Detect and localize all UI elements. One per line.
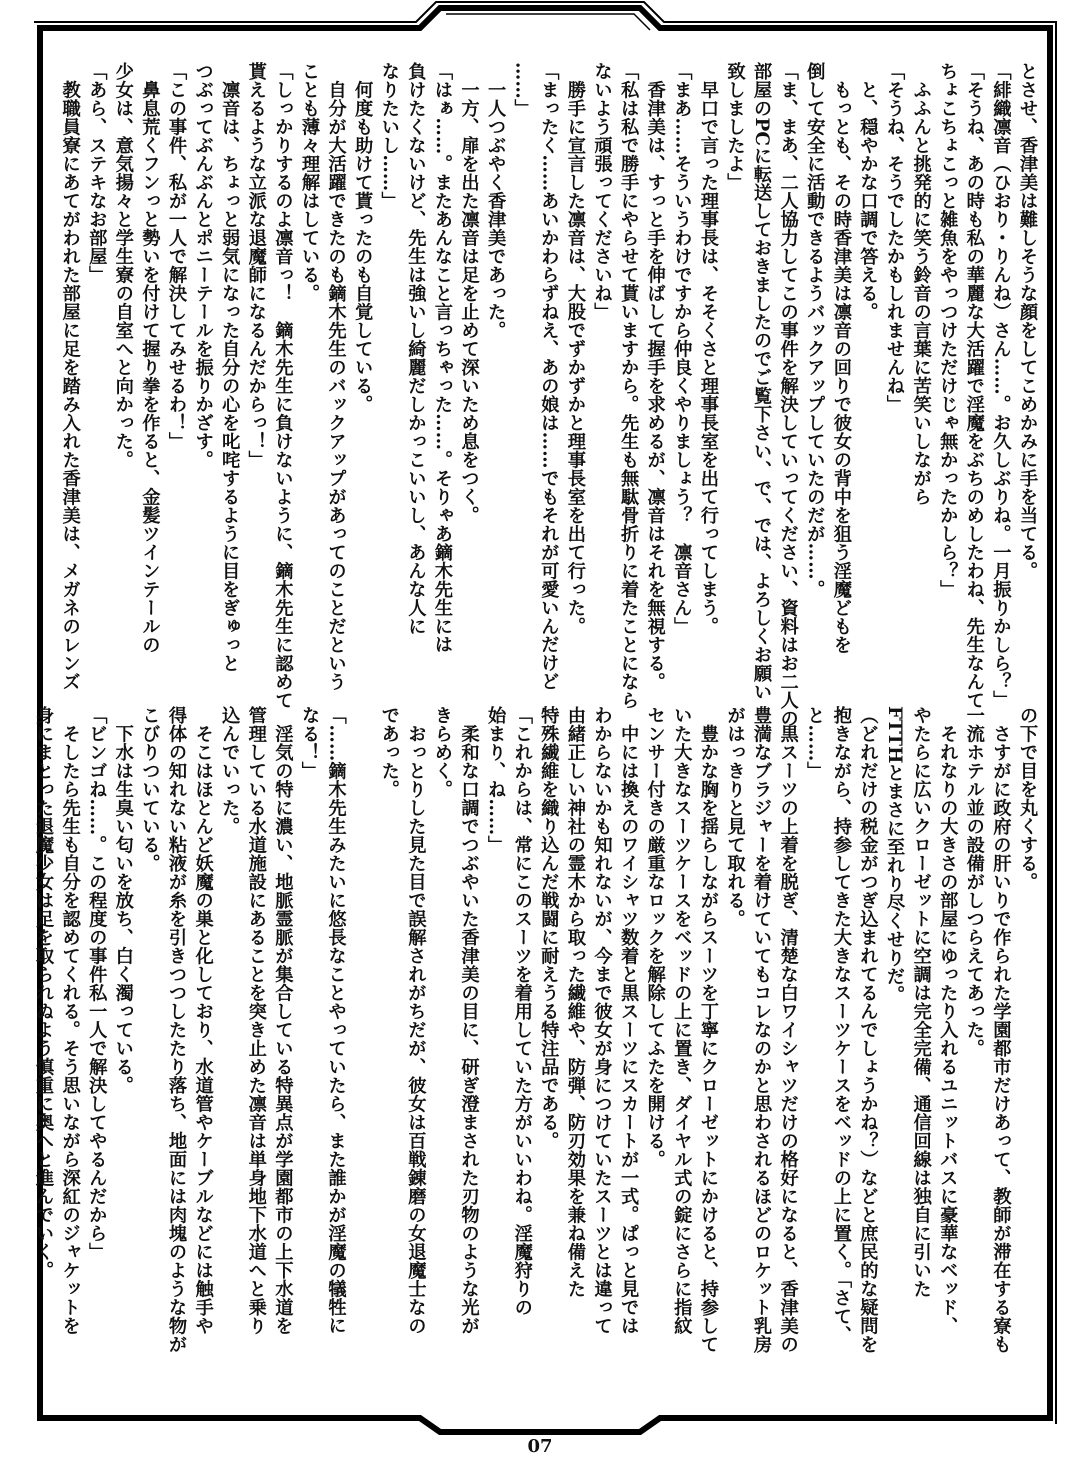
- text-line: 中には換えのワイシャツ数着と黒スーツにスカートが一式。ぱっと見では: [618, 706, 640, 1335]
- text-line: おっとりした見た目で誤解されがちだが、彼女は百戦錬磨の女退魔士なの: [405, 706, 427, 1335]
- text-line: （どれだけの税金がつぎ込まれてるんでしょうかね？）などと庶民的な疑問を: [857, 706, 879, 1354]
- text-line: 込んでいった。: [219, 706, 241, 836]
- text-line: の下で目を丸くする。: [1017, 706, 1038, 891]
- text-line: 「そうね、あの時も私の華麗な大活躍で淫魔をぶちのめしたわね、先生なんて: [963, 62, 985, 710]
- text-line: 「……鏑木先生みたいに悠長なことやっていたら、また誰かが淫魔の犠牲に: [325, 706, 347, 1335]
- text-line: 淫気の特に濃い、地脈霊脈が集合している特異点が学園都市の上下水道を: [272, 706, 294, 1335]
- text-line: それなりの大きさの部屋にゆったり入れるユニットバスに豪華なベッド、: [937, 706, 959, 1335]
- text-line: ちょこちょこっと雑魚をやっつけただけじゃ無かったかしら？」: [937, 62, 959, 599]
- text-line: 特殊繊維を織り込んだ戦闘に耐えうる特注品である。: [538, 706, 560, 1150]
- text-line: 自分が大活躍できたのも鏑木先生のバックアップがあってのことだという: [325, 62, 347, 691]
- text-line: もっとも、その時香津美は凛音の回りで彼女の背中を狙う淫魔どもを: [830, 62, 852, 654]
- text-line: 「ビンゴね……。この程度の事件私一人で解決してやるんだから」: [86, 706, 108, 1261]
- text-line: FTTHとまさに至れり尽くせりだ。: [884, 706, 906, 1004]
- text-line: 一方、扉を出た凛音は足を止めて深いため息をつく。: [458, 62, 480, 525]
- text-line: 「ま、まあ、二人協力してこの事件を解決していってください、資料はお二人の: [777, 62, 799, 728]
- text-line: ふふんと挑発的に笑う鈴音の言葉に苦笑いしながら: [910, 62, 932, 506]
- text-line: ないよう頑張ってくださいね」: [591, 62, 613, 321]
- text-line: わからないかも知れないが、今まで彼女が身につけていたスーツとは違って: [591, 706, 613, 1335]
- text-line: ことも薄々理解はしている。: [298, 62, 320, 303]
- text-line: と……」: [804, 706, 826, 780]
- text-line: 部屋のPCに転送しておきましたのでご覧下さい、で、では、よろしくお願い: [751, 62, 773, 701]
- text-line: 早口で言った理事長は、そそくさと理事長室を出て行ってしまう。: [697, 62, 719, 636]
- text-line: 黒スーツの上着を脱ぎ、清楚な白ワイシャツだけの格好になると、香津美の: [777, 706, 799, 1354]
- text-line: 柔和な口調でつぶやいた香津美の目に、研ぎ澄まされた刃物のような光が: [458, 706, 480, 1335]
- text-line: がはっきりと見て取れる。: [724, 706, 746, 928]
- text-line: 一流ホテル並の設備がしつらえてあった。: [963, 706, 985, 1058]
- text-line: と、穏やかな口調で答える。: [857, 62, 879, 321]
- text-line: 下水は生臭い匂いを放ち、白く濁っている。: [112, 706, 134, 1095]
- text-line: 鼻息荒くフンっと勢いを付けて握り拳を作ると、金髪ツインテールの: [139, 62, 161, 654]
- text-line: さすがに政府の肝いりで作られた学園都市だけあって、教師が滞在する寮も: [990, 706, 1012, 1354]
- text-line: 「この事件、私が一人で解決してみせるわ！」: [166, 62, 187, 451]
- text-line: 由緒正しい神社の霊木から取った繊維や、防弾、防刃効果を兼ね備えた: [564, 706, 586, 1298]
- text-line: 「これからは、常にこのスーツを着用していた方がいいわね。淫魔狩りの: [511, 706, 533, 1317]
- text-line: 「しっかりするのよ凛音っ！ 鏑木先生に負けないように、鏑木先生に認めて: [272, 62, 294, 710]
- text-line: 豊満なブラジャーを着けていてもコレなのかと思わされるほどのロケット乳房: [751, 706, 773, 1354]
- text-line: 倒して安全に活動できるようバックアップしていたのだが……。: [804, 62, 826, 599]
- bottom-text-block: [29, 706, 1040, 1406]
- text-line: 一人つぶやく香津美であった。: [485, 62, 507, 340]
- text-line: やたらに広いクローゼットに空調は完全完備、通信回線は独自に引いた: [910, 706, 932, 1298]
- text-line: つぶってぶんぶんとポニーテールを振りかざす。: [192, 62, 214, 469]
- text-line: 身にまとった退魔少女は足を取られぬよう慎重に奥へと進んでいく。: [33, 706, 55, 1280]
- text-line: 負けたくないけど、先生は強いし綺麗だしかっこいいし、あんな人に: [405, 62, 427, 636]
- text-line: 始まり、ね……」: [485, 706, 507, 854]
- text-line: 勝手に宣言した凛音は、大股でずかずかと理事長室を出て行った。: [564, 62, 586, 636]
- text-line: 「はぁ……。またあんなこと言っちゃった……。そりゃあ鏑木先生には: [431, 62, 453, 654]
- text-line: センサー付きの厳重なロックを解除してふたを開ける。: [644, 706, 666, 1169]
- text-line: 少女は、意気揚々と学生寮の自室へと向かった。: [112, 62, 134, 469]
- text-line: そこはほとんど妖魔の巣と化しており、水道管やケーブルなどには触手や: [192, 706, 214, 1335]
- text-line: [349, 706, 376, 1406]
- text-line: 「まあ……そういうわけですから仲良くやりましょう？ 凛音さん」: [671, 62, 693, 636]
- text-line: 凛音は、ちょっと弱気になった自分の心を叱咤するように目をぎゅっと: [219, 62, 241, 673]
- text-line: いた大きなスーツケースをベッドの上に置き、ダイヤル式の錠にさらに指紋: [671, 706, 693, 1335]
- text-line: 抱きながら、持参してきた大きなスーツケースをベッドの上に置く。「さて、: [830, 706, 852, 1345]
- text-line: 管理している水道施設にあることを突き止めた凛音は単身地下水道へと乗り: [245, 706, 267, 1335]
- text-line: 得体の知れない粘液が糸を引きつつしたたり落ち、地面には肉塊のような物が: [166, 706, 187, 1354]
- top-text-block: [56, 62, 1040, 728]
- text-line: きらめく。: [431, 706, 453, 799]
- text-line: であった。: [378, 706, 400, 799]
- text-line: 教職員寮にあてがわれた部屋に足を踏み入れた香津美は、メガネのレンズ: [59, 62, 81, 691]
- text-line: 「そうね、そうでしたかもしれませんね」: [884, 62, 906, 414]
- text-line: ……」: [511, 62, 533, 118]
- text-line: そしたら先生も自分を認めてくれる。そう思いながら深紅のジャケットを: [59, 706, 81, 1335]
- text-line: 豊かな胸を揺らしながらスーツを丁寧にクローゼットにかけると、持参して: [697, 706, 719, 1354]
- text-line: 致しましたよ」: [724, 62, 746, 192]
- text-line: なる！」: [298, 706, 320, 780]
- text-line: 何度も助けて貰ったのも自覚している。: [352, 62, 374, 414]
- text-line: 香津美は、すっと手を伸ばして握手を求めるが、凛音はそれを無視する。: [644, 62, 666, 691]
- page-number: 07: [527, 1436, 553, 1457]
- text-line: 「私は私で勝手にやらせて貰いますから。先生も無駄骨折りに着たことになら: [618, 62, 640, 710]
- text-line: なりたいし……」: [378, 62, 400, 210]
- text-line: とさせ、香津美は難しそうな顔をしてこめかみに手を当てる。: [1017, 62, 1038, 580]
- text-line: こびりついている。: [139, 706, 161, 873]
- text-line: 「緋織凛音（ひおり・りんね）さん……。お久しぶりね。一月振りかしら？」: [990, 62, 1012, 710]
- text-line: 「あら、ステキなお部屋」: [86, 62, 108, 284]
- text-line: 貰えるような立派な退魔師になるんだからっ！」: [245, 62, 267, 469]
- text-line: 「まったく……あいかわらずねえ、あの娘は……でもそれが可愛いんだけど: [538, 62, 560, 691]
